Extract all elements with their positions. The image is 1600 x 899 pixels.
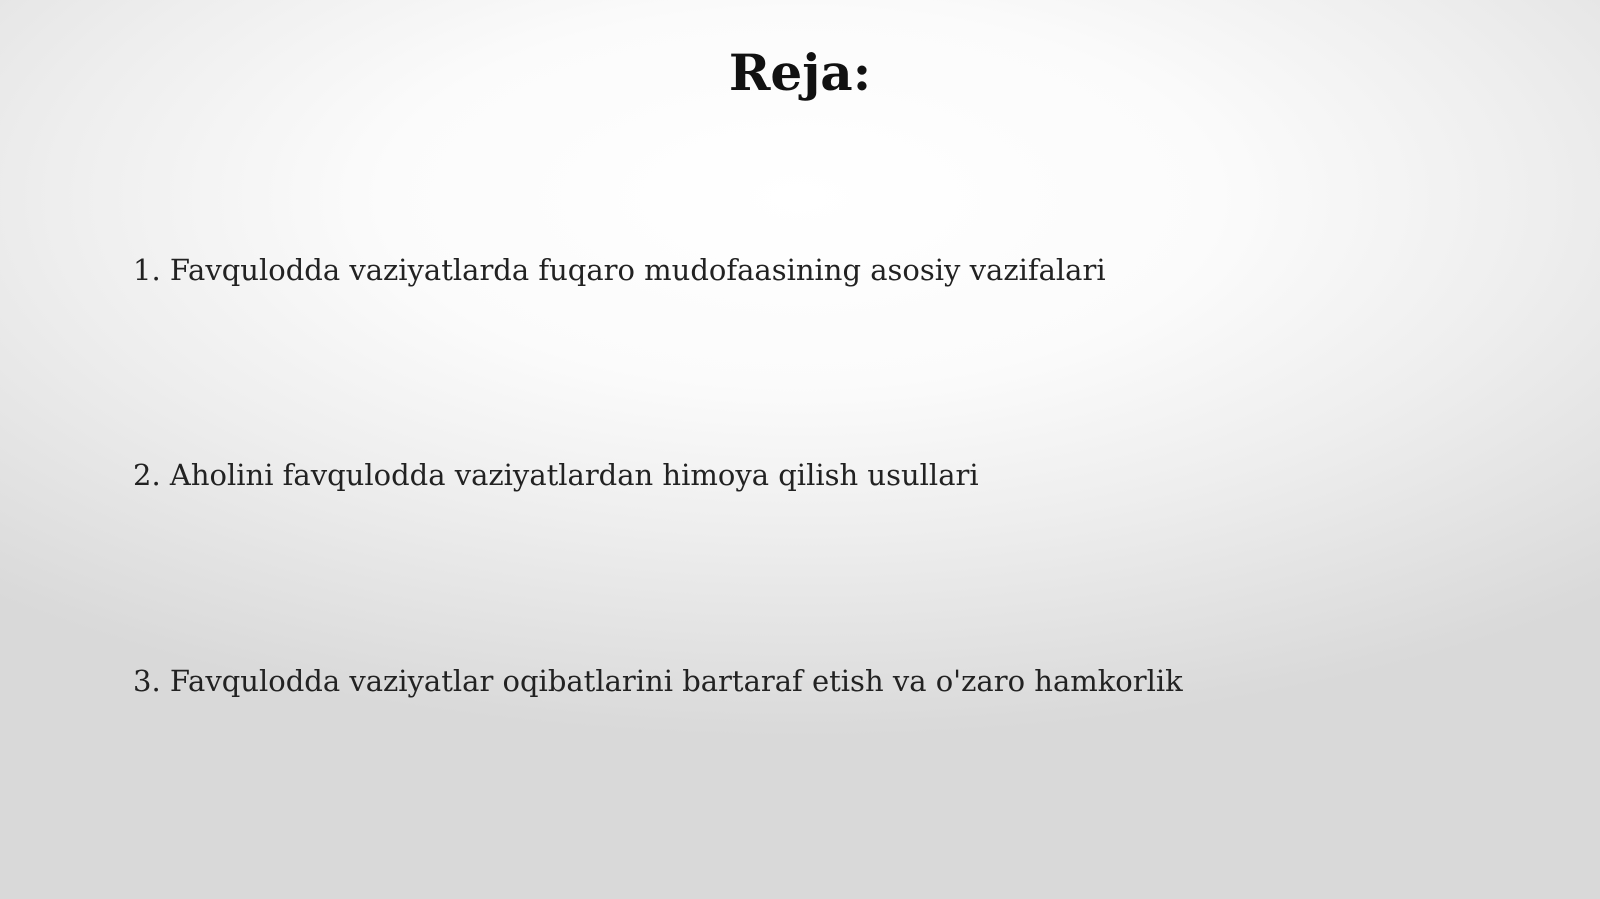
slide-title: Reja:: [728, 43, 872, 102]
plan-item-1: 1. Favqulodda vaziyatlarda fuqaro mudofaasining asosiy vazifalari: [133, 253, 1106, 287]
plan-item-3: 3. Favqulodda vaziyatlar oqibatlarini bartaraf etish va o'zaro hamkorlik: [133, 664, 1183, 698]
plan-item-2: 2. Aholini favqulodda vaziyatlardan himoya qilish usullari: [133, 458, 979, 492]
